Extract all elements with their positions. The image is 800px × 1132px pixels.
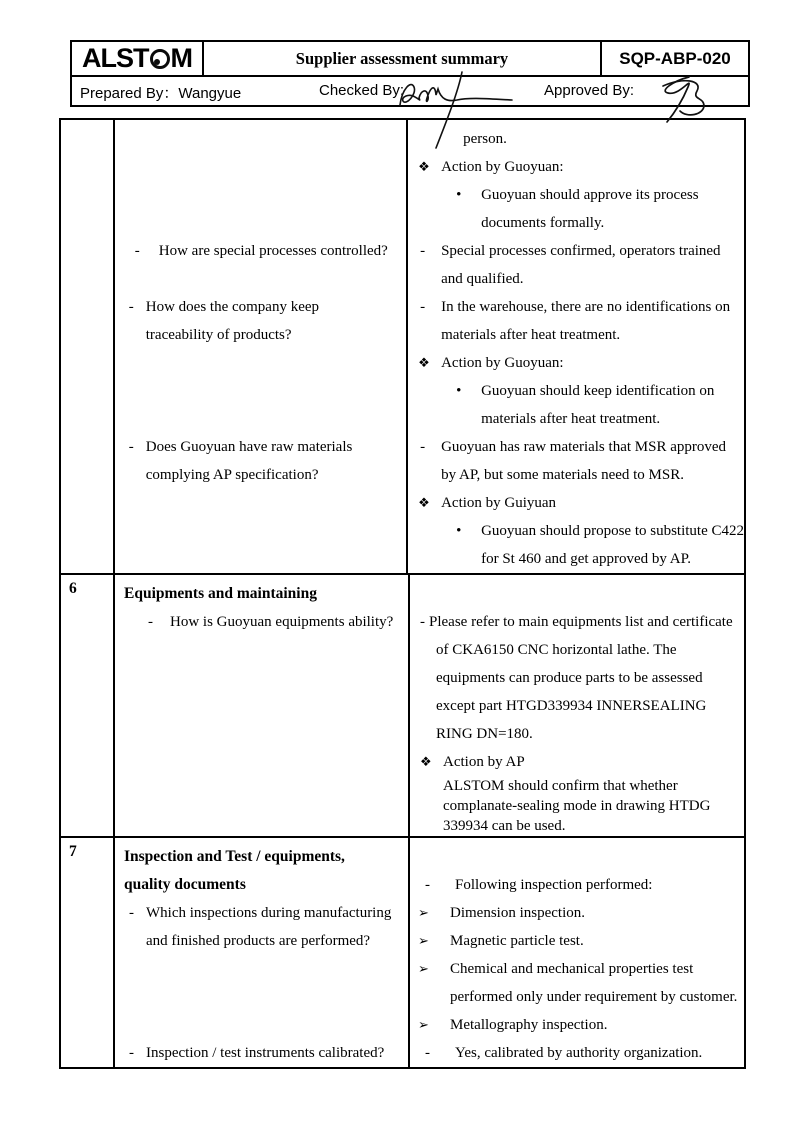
cell-text: How is Guoyuan equipments ability?	[170, 614, 394, 630]
clover-bullet-icon: ❖	[418, 495, 430, 510]
dash-bullet-icon: -	[128, 299, 134, 315]
text-line	[408, 153, 744, 181]
section-number-cell	[61, 120, 115, 573]
cell-text: Yes, calibrated by authority organization.	[455, 1045, 703, 1061]
table-row	[61, 120, 744, 575]
text-line	[115, 237, 406, 265]
dash-bullet-icon: -	[420, 614, 425, 630]
clover-bullet-icon: ❖	[420, 754, 432, 769]
dash-bullet-icon: -	[420, 299, 426, 315]
dot-bullet-icon: •	[456, 187, 462, 203]
dash-bullet-icon: -	[128, 439, 134, 455]
clover-bullet-icon: ❖	[418, 159, 430, 174]
alstom-logo-text	[82, 43, 192, 74]
cell-text: Equipments and maintaining	[124, 585, 317, 602]
cell-text: 339934 can be used.	[443, 818, 566, 834]
cell-text: documents formally.	[481, 215, 605, 231]
empty-line	[115, 1011, 408, 1039]
cell-text: Guoyuan should approve its process	[481, 187, 699, 203]
page-title: Supplier assessment summary	[204, 42, 602, 75]
cell-text: materials after heat treatment.	[441, 327, 621, 343]
text-line	[408, 489, 744, 517]
empty-line	[115, 125, 406, 153]
cell-text: complanate-sealing mode in drawing HTDG	[443, 798, 711, 814]
cell-text: How does the company keep	[145, 299, 320, 315]
cell-text: RING DN=180.	[436, 726, 533, 742]
prepared-by-value: Wangyue	[178, 85, 242, 102]
cell-text: Guoyuan should keep identification on	[481, 383, 715, 399]
text-line	[410, 1011, 744, 1039]
dash-bullet-icon: -	[129, 1045, 134, 1061]
assessment-table	[59, 118, 746, 1069]
cell-text: Following inspection performed:	[455, 877, 653, 893]
text-line	[410, 636, 744, 664]
text-line	[408, 209, 744, 237]
cell-text: Does Guoyuan have raw materials	[145, 439, 353, 455]
text-line	[115, 321, 406, 349]
question-cell	[115, 575, 410, 836]
cell-text: Action by Guoyuan:	[441, 159, 564, 175]
empty-line	[115, 265, 406, 293]
table-row	[61, 575, 744, 838]
question-cell	[115, 120, 408, 573]
empty-line	[115, 405, 406, 433]
text-line	[115, 293, 406, 321]
cell-text: Action by Guoyuan:	[441, 355, 564, 371]
text-line	[115, 843, 408, 871]
dash-bullet-icon: -	[420, 439, 426, 455]
text-line	[410, 608, 744, 636]
empty-line	[115, 377, 406, 405]
empty-line	[115, 153, 406, 181]
answer-cell	[410, 838, 744, 1067]
empty-line	[115, 181, 406, 209]
cell-text: Chemical and mechanical properties test	[450, 961, 694, 977]
text-line	[408, 321, 744, 349]
approved-by-label: Approved By:	[544, 82, 635, 99]
text-line	[115, 927, 408, 955]
empty-line	[115, 349, 406, 377]
cell-text: traceability of products?	[145, 327, 292, 343]
cell-text: Magnetic particle test.	[450, 933, 584, 949]
cell-text: person.	[463, 131, 507, 147]
cell-text: In the warehouse, there are no identifications on	[441, 299, 731, 315]
dash-bullet-icon: -	[425, 1045, 430, 1061]
checked-by-label: Checked By:	[319, 82, 405, 99]
cell-text: of CKA6150 CNC horizontal lathe. The	[436, 642, 677, 658]
text-line	[115, 433, 406, 461]
header-bar	[70, 40, 750, 77]
cell-text: and finished products are performed?	[146, 933, 371, 949]
cell-text: Guoyuan should propose to substitute C422	[481, 523, 744, 539]
prepared-by	[80, 82, 241, 103]
dot-bullet-icon: •	[456, 523, 462, 539]
arrow-bullet-icon: ➢	[418, 1017, 429, 1032]
logo-text-left: ALST	[82, 43, 149, 73]
cell-text: complying AP specification?	[145, 467, 319, 483]
text-line	[410, 955, 744, 983]
text-line	[410, 871, 744, 899]
empty-line	[115, 545, 406, 573]
alstom-logo	[72, 42, 204, 75]
text-line	[408, 125, 744, 153]
text-line	[408, 545, 744, 573]
text-line	[410, 816, 744, 836]
dash-bullet-icon: -	[425, 877, 430, 893]
answer-cell	[408, 120, 744, 573]
cell-text: Action by AP	[443, 754, 525, 770]
dash-bullet-icon: -	[148, 614, 153, 630]
dash-bullet-icon: -	[134, 243, 140, 259]
empty-line	[115, 209, 406, 237]
cell-text: Please refer to main equipments list and certificate	[429, 614, 733, 630]
empty-line	[410, 580, 744, 608]
text-line	[410, 720, 744, 748]
logo-o-dot	[154, 59, 160, 65]
arrow-bullet-icon: ➢	[418, 961, 429, 976]
text-line	[410, 927, 744, 955]
dot-bullet-icon: •	[456, 383, 462, 399]
empty-line	[115, 489, 406, 517]
table-row	[61, 838, 744, 1067]
text-line	[115, 580, 408, 608]
cell-text: by AP, but some materials need to MSR.	[441, 467, 684, 483]
cell-text: Which inspections during manufacturing	[146, 905, 392, 921]
text-line	[408, 265, 744, 293]
text-line	[408, 405, 744, 433]
cell-text: Inspection / test instruments calibrated?	[146, 1045, 385, 1061]
question-cell	[115, 838, 410, 1067]
text-line	[115, 461, 406, 489]
text-line	[115, 608, 408, 636]
empty-line	[410, 843, 744, 871]
text-line	[410, 776, 744, 796]
cell-text: quality documents	[124, 876, 246, 893]
dash-bullet-icon: -	[420, 243, 426, 259]
empty-line	[115, 955, 408, 983]
text-line	[410, 664, 744, 692]
prepared-by-label: Prepared By：	[80, 85, 179, 102]
text-line	[408, 377, 744, 405]
text-line	[408, 349, 744, 377]
clover-bullet-icon: ❖	[418, 355, 430, 370]
text-line	[408, 237, 744, 265]
empty-line	[115, 517, 406, 545]
signature-bar	[70, 77, 750, 107]
text-line	[115, 1039, 408, 1067]
logo-text-right: M	[170, 43, 192, 73]
text-line	[410, 983, 744, 1011]
text-line	[115, 871, 408, 899]
text-line	[410, 796, 744, 816]
dash-bullet-icon: -	[129, 905, 134, 921]
cell-text: except part HTGD339934 INNERSEALING	[436, 698, 707, 714]
text-line	[408, 433, 744, 461]
text-line	[408, 517, 744, 545]
empty-line	[115, 983, 408, 1011]
cell-text: materials after heat treatment.	[481, 411, 661, 427]
arrow-bullet-icon: ➢	[418, 933, 429, 948]
cell-text: performed only under requirement by customer.	[450, 989, 738, 1005]
text-line	[410, 899, 744, 927]
text-line	[408, 293, 744, 321]
cell-text: equipments can produce parts to be assessed	[436, 670, 703, 686]
cell-text: Action by Guiyuan	[441, 495, 557, 511]
text-line	[408, 181, 744, 209]
text-line	[115, 899, 408, 927]
text-line	[410, 748, 744, 776]
cell-text: Special processes confirmed, operators trained	[441, 243, 721, 259]
text-line	[408, 461, 744, 489]
section-number-cell: 7	[61, 838, 115, 1067]
text-line	[410, 692, 744, 720]
cell-text: Metallography inspection.	[450, 1017, 608, 1033]
document-number: SQP-ABP-020	[619, 48, 731, 68]
cell-text: Guoyuan has raw materials that MSR approved	[441, 439, 727, 455]
answer-cell	[410, 575, 744, 836]
cell-text: Inspection and Test / equipments,	[124, 848, 345, 865]
text-line	[410, 1039, 744, 1067]
arrow-bullet-icon: ➢	[418, 905, 429, 920]
cell-text: ALSTOM should confirm that whether	[443, 778, 678, 794]
cell-text: How are special processes controlled?	[158, 243, 388, 259]
alstom-logo-o-icon	[150, 49, 170, 69]
cell-text: and qualified.	[441, 271, 524, 287]
section-number-cell: 6	[61, 575, 115, 836]
cell-text: Dimension inspection.	[450, 905, 585, 921]
cell-text: for St 460 and get approved by AP.	[481, 551, 692, 567]
